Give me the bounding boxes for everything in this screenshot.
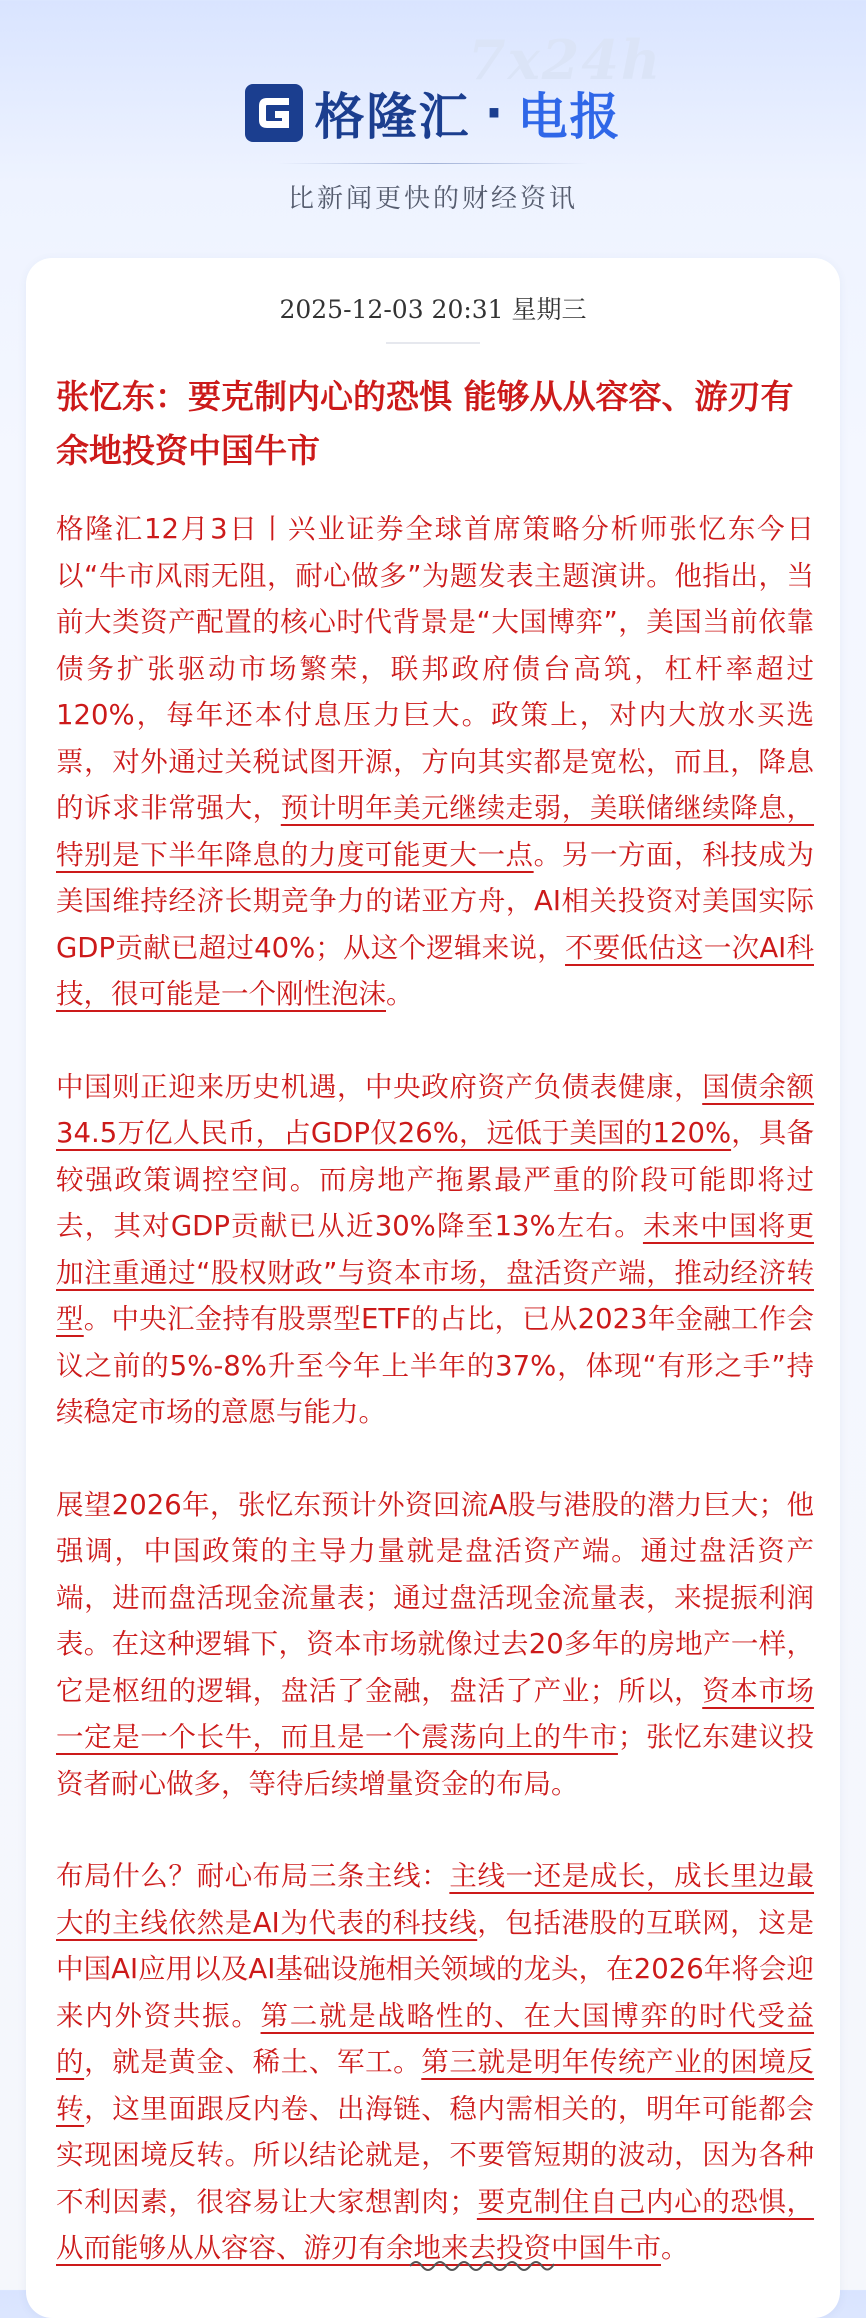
watermark-7x24h: 7x24h [468, 28, 663, 92]
paragraph-text: ，具备较强政策调控空间。而房地产拖累最严重的阶段可能即将过去，其对GDP贡献已从近30%降至13%左右。 [56, 1117, 814, 1242]
article-datetime: 2025-12-03 20:31 星期三 [279, 295, 587, 324]
article-paragraph [56, 1482, 814, 1808]
brand-divider [278, 163, 588, 164]
handwriting-scribble [408, 2256, 558, 2272]
highlighted-text: 不要低估这一次AI科技，很可能是一个刚性泡沫 [56, 931, 814, 1010]
brand-name: 格隆汇 [314, 88, 471, 146]
highlighted-text: 预计明年美元继续走弱，美联储继续降息，特别是下半年降息的力度可能更大一点 [56, 792, 815, 871]
brand-header [0, 78, 866, 148]
highlighted-text: 第三就是明年传统产业的困境反转 [56, 2046, 815, 2125]
article-paragraph [56, 1853, 814, 2272]
paragraph-text: 展望2026年，张忆东预计外资回流A股与港股的潜力巨大；他强调，中国政策的主导力量就是盘活资产端。通过盘活资产端，进而盘活现金流量表；通过盘活现金流量表，来提振利润表。在这种逻辑下，资本市场就像过去20多年的房地产一样，它是枢纽的逻辑，盘活了金融，盘活了产业；所以， [56, 1488, 814, 1707]
paragraph-text: 布局什么？耐心布局三条主线： [56, 1860, 450, 1892]
paragraph-text: 。另一方面，科技成为美国维持经济长期竞争力的诺亚方舟，AI相关投资对美国实际GDP贡献已超过40%；从这个逻辑来说， [56, 838, 815, 964]
paragraph-text: 。 [386, 978, 414, 1010]
article-paragraph [56, 506, 814, 1018]
highlighted-text: 资本市场一定是一个长牛，而且是一个震荡向上的牛市 [56, 1674, 815, 1753]
paragraph-text: 。中央汇金持有股票型ETF的占比，已从2023年金融工作会议之前的5%-8%升至今年上半年的37%，体现“有形之手”持续稳定市场的意愿与能力。 [56, 1303, 814, 1428]
gelonghui-g-logo-icon [245, 84, 303, 142]
brand-dot: · [484, 84, 504, 142]
paragraph-text: ；张忆东建议投资者耐心做多，等待后续增量资金的布局。 [56, 1721, 814, 1800]
paragraph-text: 格隆汇12月3日丨兴业证券全球首席策略分析师张忆东今日以“牛市风雨无阻，耐心做多”为题发表主题演讲。他指出，当前大类资产配置的核心时代背景是“大国博弈”，美国当前依靠债务扩张驱动市场繁荣，联邦政府债台高筑，杠杆率超过120%，每年还本付息压力巨大。政策上，对内大放水买选票，对外通过关税试图开源，方向其实都是宽松，而且，降息的诉求非常强大， [56, 513, 814, 824]
article-card [26, 258, 840, 2318]
highlighted-text: 国债余额34.5万亿人民币，占GDP仅26%，远低于美国的120% [56, 1070, 815, 1149]
paragraph-text: ，这里面跟反内卷、出海链、稳内需相关的，明年可能都会实现困境反转。所以结论就是，不要管短期的波动，因为各种不利因素，很容易让大家想割肉； [56, 2092, 815, 2218]
paragraph-text: ，就是黄金、稀土、军工。 [84, 2046, 422, 2078]
paragraph-text: ，包括港股的互联网，这是中国AI应用以及AI基础设施相关领域的龙头，在2026年将会迎来内外资共振。 [56, 1906, 815, 2032]
highlighted-text: 主线一还是成长，成长里边最大的主线依然是AI为代表的科技线 [56, 1860, 815, 1939]
paragraph-text: 中国则正迎来历史机遇，中央政府资产负债表健康， [56, 1070, 703, 1103]
brand-channel: 电报 [517, 88, 622, 146]
article-body [56, 506, 814, 2318]
highlighted-text: 要克制住自己内心的恐惧，从而能够从从容容、游刃有余地来去投资中国牛市 [56, 2185, 815, 2264]
paragraph-text: 。 [661, 2232, 689, 2264]
datetime-divider [386, 342, 480, 344]
brand-tagline: 比新闻更快的财经资讯 [287, 184, 578, 214]
article-headline: 张忆东：要克制内心的恐惧 能够从从容容、游刃有余地投资中国牛市 [56, 377, 794, 470]
highlighted-text: 未来中国将更加注重通过“股权财政”与资本市场，盘活资产端，推动经济转型 [56, 1210, 814, 1335]
highlighted-text: 第二就是战略性的、在大国博弈的时代受益的 [56, 1999, 815, 2078]
article-paragraph [56, 1064, 814, 1436]
